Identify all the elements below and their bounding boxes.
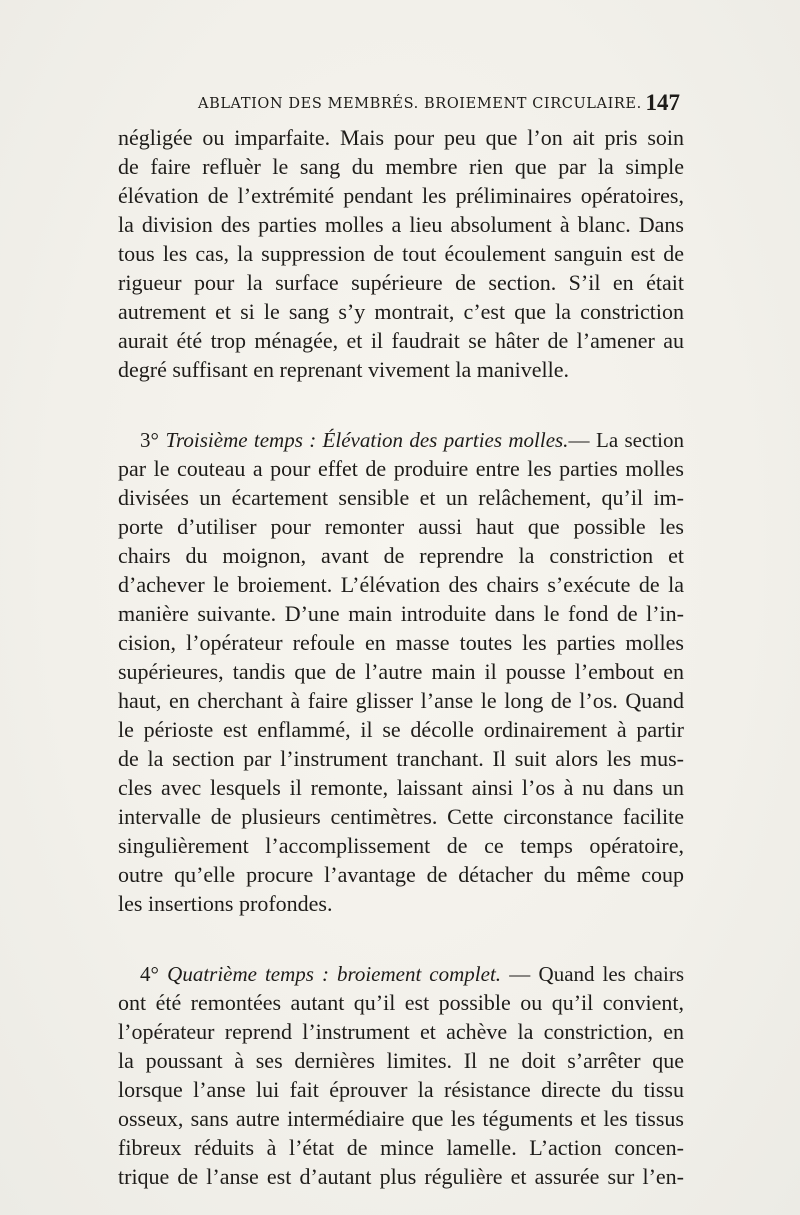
text-line: cles avec lesquels il remonte, laissant ainsi l’os à nu dans un <box>118 775 684 800</box>
text-line: haut, en cherchant à faire glisser l’anse le long de l’os. Quand <box>118 688 684 713</box>
text-line: intervalle de plusieurs centimètres. Cette circonstance facilite <box>118 804 684 829</box>
paragraph-continuation <box>118 123 684 384</box>
lead-line-rest: Quand les chairs <box>538 962 684 986</box>
text-line: singulièrement l’accomplissement de ce temps opératoire, <box>118 833 684 858</box>
page-number: 147 <box>645 90 680 115</box>
text-line: supérieures, tandis que de l’autre main il pousse l’embout en <box>118 659 684 684</box>
paragraph-gap <box>118 918 684 959</box>
text-line: manière suivante. D’une main introduite dans le fond de l’in- <box>118 601 684 626</box>
text-line: degré suffisant en reprenant vivement la manivelle. <box>118 357 570 382</box>
text-line: négligée ou imparfaite. Mais pour peu que l’on ait pris soin <box>118 125 684 150</box>
text-line: osseux, sans autre intermédiaire que les téguments et les tissus <box>118 1106 684 1131</box>
running-head: ABLATION DES MEMBRÉS. BROIEMENT CIRCULAIRE. <box>198 96 642 112</box>
text-line: chairs du moignon, avant de reprendre la constriction et <box>118 543 684 568</box>
text-line: la division des parties molles a lieu absolument à blanc. Dans <box>118 212 684 237</box>
step-title: Troisième temps : Élévation des parties molles. <box>165 428 569 452</box>
text-line: autrement et si le sang s’y montrait, c’est que la constriction <box>118 299 684 324</box>
text-line: porte d’utiliser pour remonter aussi haut que possible les <box>118 514 684 539</box>
text-line: fibreux réduits à l’état de mince lamelle. L’action concen- <box>118 1135 684 1160</box>
text-line: cision, l’opérateur refoule en masse toutes les parties molles <box>118 630 684 655</box>
section-lead-line <box>118 959 684 988</box>
text-line: de la section par l’instrument tranchant. Il suit alors les mus- <box>118 746 684 771</box>
em-dash: — <box>509 962 531 986</box>
text-line: la poussant à ses dernières limites. Il ne doit s’arrêter que <box>118 1048 684 1073</box>
text-line: élévation de l’extrémité pendant les préliminaires opératoires, <box>118 183 684 208</box>
text-line: le périoste est enflammé, il se décolle ordinairement à partir <box>118 717 684 742</box>
paragraph-third-step <box>118 425 684 918</box>
text-line: l’opérateur reprend l’instrument et achève la constriction, en <box>118 1019 684 1044</box>
text-line: tous les cas, la suppression de tout écoulement sanguin est de <box>118 241 684 266</box>
text-line: outre qu’elle procure l’avantage de détacher du même coup <box>118 862 684 887</box>
text-line: rigueur pour la surface supérieure de section. S’il en était <box>118 270 684 295</box>
text-line: trique de l’anse est d’autant plus régulière et assurée sur l’en- <box>118 1164 684 1189</box>
step-number: 4° <box>140 962 159 986</box>
text-line: ont été remontées autant qu’il est possible ou qu’il convient, <box>118 990 684 1015</box>
text-line: par le couteau a pour effet de produire entre les parties molles <box>118 456 684 481</box>
page-header <box>118 92 684 122</box>
step-number: 3° <box>140 428 159 452</box>
text-line: les insertions profondes. <box>118 891 333 916</box>
em-dash: — <box>568 428 590 452</box>
lead-line-rest: La section <box>596 428 684 452</box>
text-line: aurait été trop ménagée, et il faudrait se hâter de l’amener au <box>118 328 684 353</box>
paragraph-fourth-step <box>118 959 684 1191</box>
body-text <box>118 123 684 1191</box>
text-line: d’achever le broiement. L’élévation des chairs s’exécute de la <box>118 572 684 597</box>
paragraph-gap <box>118 384 684 425</box>
text-line: divisées un écartement sensible et un relâchement, qu’il im- <box>118 485 684 510</box>
text-line: de faire refluèr le sang du membre rien que par la simple <box>118 154 684 179</box>
step-title: Quatrième temps : broiement complet. <box>167 962 502 986</box>
section-lead-line <box>118 425 684 454</box>
text-line: lorsque l’anse lui fait éprouver la résistance directe du tissu <box>118 1077 684 1102</box>
